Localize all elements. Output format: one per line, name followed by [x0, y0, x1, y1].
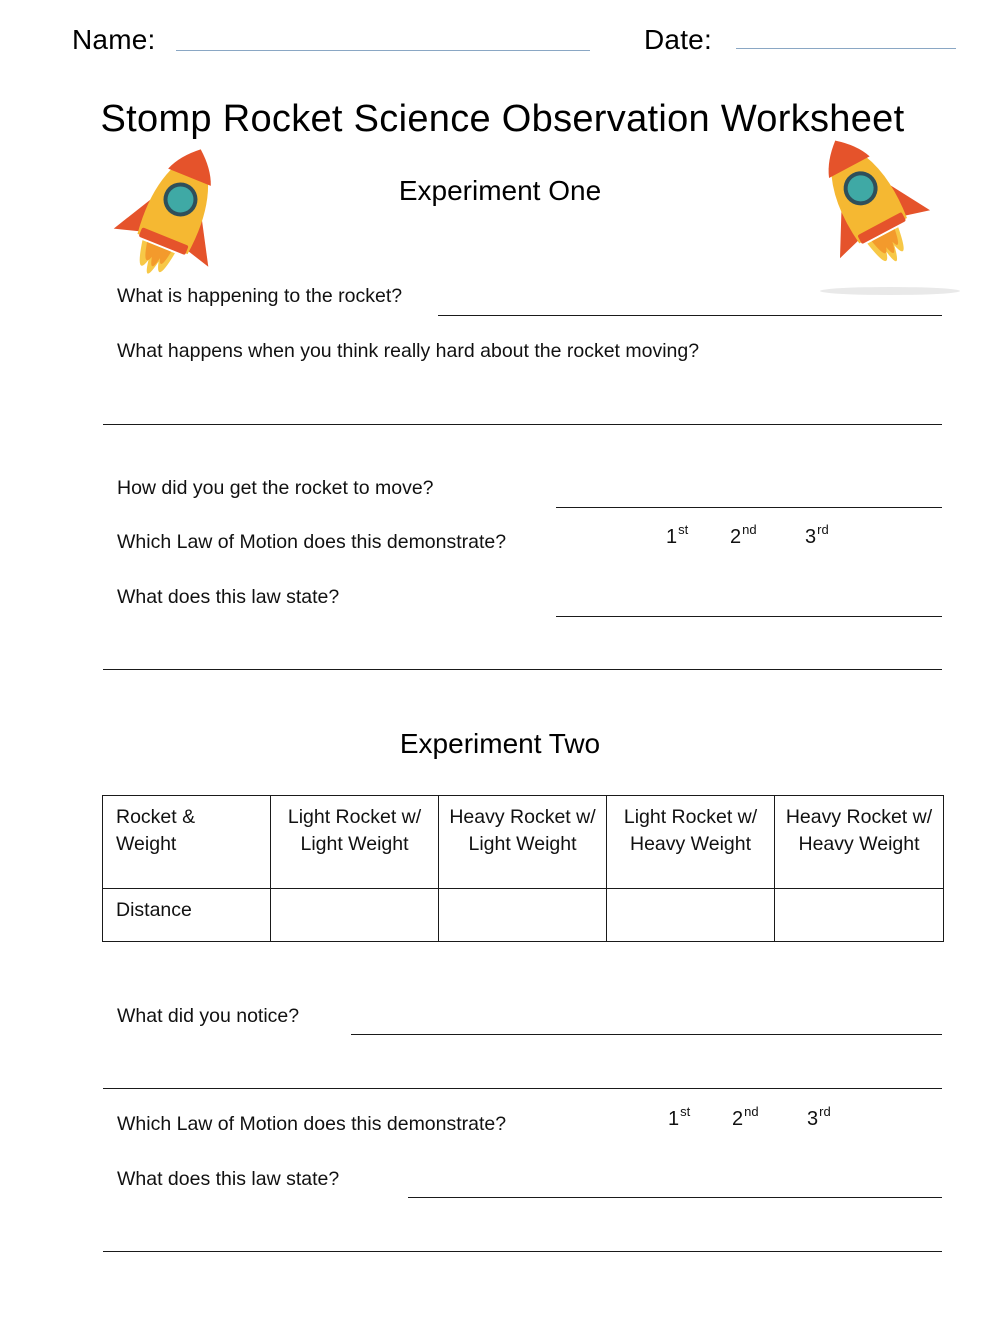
answer-line[interactable]: [103, 1088, 942, 1089]
ordinal-option-first[interactable]: 1st: [668, 1104, 691, 1130]
results-table: [102, 795, 944, 942]
question-notice: What did you notice?: [117, 1005, 300, 1027]
table-header-cell: Heavy Rocket w/ Light Weight: [439, 796, 607, 889]
page-title: Stomp Rocket Science Observation Worksheet: [100, 98, 905, 140]
rocket-icon: [108, 138, 238, 298]
question-law-of-motion: Which Law of Motion does this demonstrate?: [117, 1113, 507, 1135]
table-header-cell: Light Rocket w/ Light Weight: [271, 796, 439, 889]
name-label: Name:: [72, 24, 156, 55]
table-header-row: [103, 796, 944, 889]
table-header-cell: Light Rocket w/ Heavy Weight: [607, 796, 775, 889]
ordinal-option-second[interactable]: 2nd: [732, 1104, 759, 1130]
rocket-icon: [800, 126, 960, 301]
answer-line[interactable]: [556, 616, 942, 617]
question-how-move: How did you get the rocket to move?: [117, 477, 434, 499]
question-law-state: What does this law state?: [117, 586, 340, 608]
question-law-of-motion: Which Law of Motion does this demonstrate?: [117, 531, 507, 553]
distance-cell[interactable]: [775, 889, 944, 942]
date-input-line[interactable]: [736, 48, 956, 49]
answer-line[interactable]: [103, 424, 942, 425]
question-law-state: What does this law state?: [117, 1168, 340, 1190]
name-input-line[interactable]: [176, 50, 590, 51]
table-row: [103, 889, 944, 942]
answer-line[interactable]: [103, 1251, 942, 1252]
question-rocket-happening: What is happening to the rocket?: [117, 285, 403, 307]
question-think-hard: What happens when you think really hard about the rocket moving?: [117, 340, 700, 362]
distance-cell[interactable]: [607, 889, 775, 942]
ordinal-option-second[interactable]: 2nd: [730, 522, 757, 548]
experiment-one-heading: Experiment One: [398, 175, 602, 206]
ordinal-option-third[interactable]: 3rd: [805, 522, 829, 548]
date-label: Date:: [644, 24, 712, 55]
answer-line[interactable]: [438, 315, 942, 316]
answer-line[interactable]: [408, 1197, 942, 1198]
answer-line[interactable]: [556, 507, 942, 508]
table-header-cell: Heavy Rocket w/ Heavy Weight: [775, 796, 944, 889]
ordinal-option-first[interactable]: 1st: [666, 522, 689, 548]
table-row-label: Distance: [103, 889, 271, 942]
ordinal-option-third[interactable]: 3rd: [807, 1104, 831, 1130]
experiment-two-heading: Experiment Two: [399, 728, 601, 759]
table-header-cell: Rocket & Weight: [103, 796, 271, 889]
distance-cell[interactable]: [439, 889, 607, 942]
answer-line[interactable]: [351, 1034, 942, 1035]
distance-cell[interactable]: [271, 889, 439, 942]
answer-line[interactable]: [103, 669, 942, 670]
